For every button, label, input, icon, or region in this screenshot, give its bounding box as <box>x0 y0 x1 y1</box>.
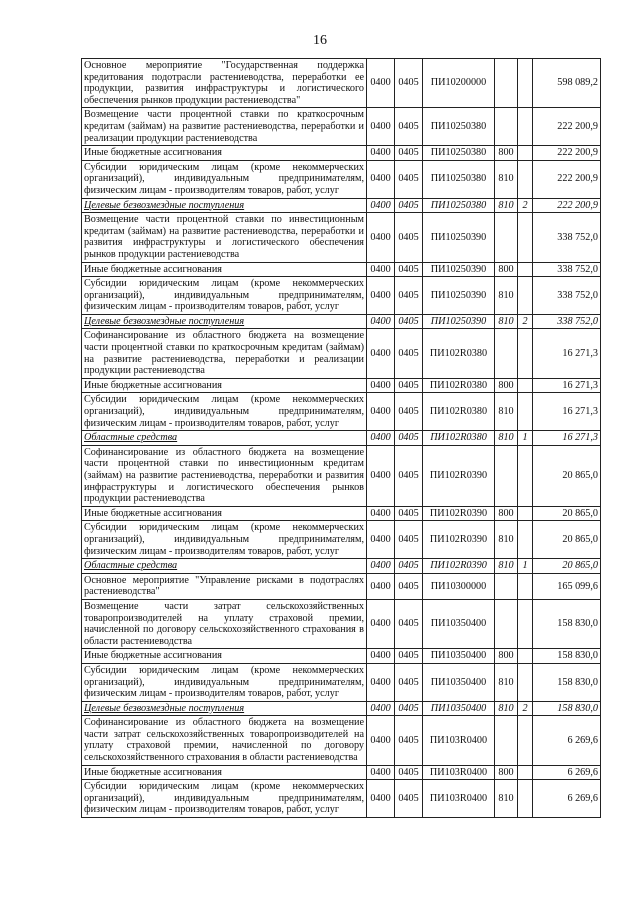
subsection-code: 0405 <box>395 393 423 431</box>
row-description: Иные бюджетные ассигнования <box>82 506 367 521</box>
funding-source-code <box>518 506 533 521</box>
row-description-cell <box>82 198 367 213</box>
amount-value: 16 271,3 <box>533 431 601 446</box>
section-code: 0400 <box>367 765 395 780</box>
row-description: Иные бюджетные ассигнования <box>82 649 367 664</box>
funding-source-code <box>518 780 533 818</box>
expense-type-code: 810 <box>495 663 518 701</box>
target-article-code: ПИ103R0400 <box>423 716 495 765</box>
amount-value: 165 099,6 <box>533 573 601 599</box>
amount-value: 20 865,0 <box>533 445 601 506</box>
section-code: 0400 <box>367 378 395 393</box>
row-description: Субсидии юридическим лицам (кроме некоммерческих организаций), индивидуальным предпринимателям, физическим лицам - производителям товаров, работ, услуг <box>82 393 367 431</box>
row-description: Целевые безвозмездные поступления <box>84 199 245 211</box>
row-description: Основное мероприятие "Государственная поддержка кредитования подотрасли растениеводства, переработки ее продукции, развития инфраструктуры и логистического обеспечения рынков продукции растениеводства" <box>82 59 367 108</box>
section-code: 0400 <box>367 445 395 506</box>
page-number: 16 <box>313 33 327 48</box>
expense-type-code: 800 <box>495 262 518 277</box>
target-article-code: ПИ10200000 <box>423 59 495 108</box>
amount-value: 222 200,9 <box>533 146 601 161</box>
section-code: 0400 <box>367 649 395 664</box>
table-row <box>82 649 601 664</box>
expense-type-code <box>495 599 518 648</box>
subsection-code: 0405 <box>395 573 423 599</box>
amount-value: 158 830,0 <box>533 599 601 648</box>
subsection-code: 0405 <box>395 780 423 818</box>
amount-value: 338 752,0 <box>533 314 601 329</box>
row-description: Субсидии юридическим лицам (кроме некоммерческих организаций), индивидуальным предпринимателям, физическим лицам - производителям товаров, работ, услуг <box>82 521 367 559</box>
funding-source-code <box>518 59 533 108</box>
funding-source-code <box>518 146 533 161</box>
row-description: Возмещение части процентной ставки по инвестиционным кредитам (займам) на развитие растениеводства, переработки и развития инфраструктуры и логистического обеспечения рынков продукции растениеводства <box>82 213 367 262</box>
expense-type-code: 810 <box>495 198 518 213</box>
table-row <box>82 701 601 716</box>
subsection-code: 0405 <box>395 213 423 262</box>
amount-value: 158 830,0 <box>533 649 601 664</box>
table-row <box>82 262 601 277</box>
target-article-code: ПИ10350400 <box>423 649 495 664</box>
amount-value: 338 752,0 <box>533 277 601 315</box>
target-article-code: ПИ10250380 <box>423 146 495 161</box>
expense-type-code <box>495 573 518 599</box>
subsection-code: 0405 <box>395 314 423 329</box>
funding-source-code: 1 <box>518 559 533 574</box>
funding-source-code: 2 <box>518 314 533 329</box>
target-article-code: ПИ102R0390 <box>423 521 495 559</box>
subsection-code: 0405 <box>395 559 423 574</box>
funding-source-code <box>518 329 533 378</box>
row-description: Возмещение части процентной ставки по краткосрочным кредитам (займам) на развитие растениеводства, переработки и реализации продукции растениеводства <box>82 108 367 146</box>
section-code: 0400 <box>367 559 395 574</box>
row-description: Иные бюджетные ассигнования <box>82 146 367 161</box>
row-description: Иные бюджетные ассигнования <box>82 378 367 393</box>
target-article-code: ПИ10250390 <box>423 277 495 315</box>
subsection-code: 0405 <box>395 59 423 108</box>
subsection-code: 0405 <box>395 716 423 765</box>
section-code: 0400 <box>367 59 395 108</box>
target-article-code: ПИ102R0380 <box>423 329 495 378</box>
subsection-code: 0405 <box>395 160 423 198</box>
row-description: Субсидии юридическим лицам (кроме некоммерческих организаций), индивидуальным предпринимателям, физическим лицам - производителям товаров, работ, услуг <box>82 160 367 198</box>
target-article-code: ПИ10350400 <box>423 701 495 716</box>
funding-source-code <box>518 378 533 393</box>
target-article-code: ПИ10250390 <box>423 314 495 329</box>
subsection-code: 0405 <box>395 108 423 146</box>
table-row <box>82 146 601 161</box>
section-code: 0400 <box>367 506 395 521</box>
expense-type-code: 810 <box>495 701 518 716</box>
funding-source-code <box>518 445 533 506</box>
section-code: 0400 <box>367 599 395 648</box>
funding-source-code <box>518 262 533 277</box>
target-article-code: ПИ10250390 <box>423 213 495 262</box>
section-code: 0400 <box>367 573 395 599</box>
table-row <box>82 198 601 213</box>
target-article-code: ПИ102R0380 <box>423 431 495 446</box>
target-article-code: ПИ102R0390 <box>423 559 495 574</box>
amount-value: 20 865,0 <box>533 506 601 521</box>
target-article-code: ПИ102R0390 <box>423 506 495 521</box>
table-row <box>82 445 601 506</box>
table-row <box>82 521 601 559</box>
amount-value: 16 271,3 <box>533 378 601 393</box>
section-code: 0400 <box>367 663 395 701</box>
section-code: 0400 <box>367 108 395 146</box>
funding-source-code <box>518 521 533 559</box>
expense-type-code: 810 <box>495 277 518 315</box>
funding-source-code <box>518 649 533 664</box>
table-row <box>82 716 601 765</box>
amount-value: 222 200,9 <box>533 108 601 146</box>
budget-table <box>81 58 601 818</box>
funding-source-code: 2 <box>518 701 533 716</box>
subsection-code: 0405 <box>395 521 423 559</box>
expense-type-code: 810 <box>495 393 518 431</box>
expense-type-code: 810 <box>495 160 518 198</box>
amount-value: 158 830,0 <box>533 663 601 701</box>
table-row <box>82 559 601 574</box>
row-description: Возмещение части затрат сельскохозяйственных товаропроизводителей на уплату страховой премии, начисленной по договору сельскохозяйственного страхования в области растениеводства <box>82 599 367 648</box>
row-description: Софинансирование из областного бюджета на возмещение части процентной ставки по инвестиционным кредитам (займам) на развитие растениеводства, переработки и развития инфраструктуры и логистического обеспечения рынков продукции растениеводства <box>82 445 367 506</box>
expense-type-code <box>495 213 518 262</box>
section-code: 0400 <box>367 716 395 765</box>
target-article-code: ПИ102R0380 <box>423 378 495 393</box>
table-row <box>82 599 601 648</box>
amount-value: 338 752,0 <box>533 213 601 262</box>
section-code: 0400 <box>367 521 395 559</box>
funding-source-code: 2 <box>518 198 533 213</box>
amount-value: 598 089,2 <box>533 59 601 108</box>
funding-source-code <box>518 663 533 701</box>
table-row <box>82 314 601 329</box>
table-row <box>82 59 601 108</box>
subsection-code: 0405 <box>395 378 423 393</box>
row-description: Областные средства <box>84 560 178 572</box>
expense-type-code: 810 <box>495 431 518 446</box>
expense-type-code: 800 <box>495 765 518 780</box>
expense-type-code <box>495 329 518 378</box>
row-description: Основное мероприятие "Управление рисками в подотраслях растениеводства" <box>82 573 367 599</box>
row-description: Иные бюджетные ассигнования <box>82 765 367 780</box>
table-row <box>82 393 601 431</box>
expense-type-code <box>495 108 518 146</box>
table-row <box>82 213 601 262</box>
table-row <box>82 431 601 446</box>
row-description-cell <box>82 431 367 446</box>
amount-value: 20 865,0 <box>533 521 601 559</box>
funding-source-code <box>518 160 533 198</box>
subsection-code: 0405 <box>395 262 423 277</box>
row-description-cell <box>82 559 367 574</box>
expense-type-code <box>495 445 518 506</box>
row-description: Субсидии юридическим лицам (кроме некоммерческих организаций), индивидуальным предпринимателям, физическим лицам - производителям товаров, работ, услуг <box>82 780 367 818</box>
section-code: 0400 <box>367 213 395 262</box>
row-description-cell <box>82 701 367 716</box>
section-code: 0400 <box>367 262 395 277</box>
target-article-code: ПИ10250380 <box>423 108 495 146</box>
target-article-code: ПИ10350400 <box>423 599 495 648</box>
subsection-code: 0405 <box>395 599 423 648</box>
row-description: Софинансирование из областного бюджета на возмещение части процентной ставки по краткосрочным кредитам (займам) на развитие растениеводства, переработки и реализации продукции растениеводства <box>82 329 367 378</box>
target-article-code: ПИ10250380 <box>423 198 495 213</box>
row-description: Субсидии юридическим лицам (кроме некоммерческих организаций), индивидуальным предпринимателям, физическим лицам - производителям товаров, работ, услуг <box>82 277 367 315</box>
target-article-code: ПИ10250380 <box>423 160 495 198</box>
target-article-code: ПИ102R0380 <box>423 393 495 431</box>
row-description: Субсидии юридическим лицам (кроме некоммерческих организаций), индивидуальным предпринимателям, физическим лицам - производителям товаров, работ, услуг <box>82 663 367 701</box>
subsection-code: 0405 <box>395 506 423 521</box>
amount-value: 222 200,9 <box>533 198 601 213</box>
table-row <box>82 765 601 780</box>
funding-source-code <box>518 765 533 780</box>
funding-source-code <box>518 599 533 648</box>
section-code: 0400 <box>367 431 395 446</box>
table-body <box>82 59 601 818</box>
section-code: 0400 <box>367 701 395 716</box>
funding-source-code <box>518 573 533 599</box>
table-row <box>82 329 601 378</box>
expense-type-code: 810 <box>495 559 518 574</box>
target-article-code: ПИ10250390 <box>423 262 495 277</box>
subsection-code: 0405 <box>395 765 423 780</box>
target-article-code: ПИ103R0400 <box>423 780 495 818</box>
amount-value: 6 269,6 <box>533 765 601 780</box>
target-article-code: ПИ103R0400 <box>423 765 495 780</box>
section-code: 0400 <box>367 277 395 315</box>
expense-type-code <box>495 716 518 765</box>
amount-value: 158 830,0 <box>533 701 601 716</box>
amount-value: 6 269,6 <box>533 716 601 765</box>
row-description: Целевые безвозмездные поступления <box>84 702 245 714</box>
expense-type-code: 800 <box>495 649 518 664</box>
expense-type-code: 800 <box>495 378 518 393</box>
amount-value: 16 271,3 <box>533 329 601 378</box>
table-row <box>82 573 601 599</box>
table-row <box>82 160 601 198</box>
funding-source-code <box>518 716 533 765</box>
amount-value: 6 269,6 <box>533 780 601 818</box>
table-row <box>82 108 601 146</box>
subsection-code: 0405 <box>395 198 423 213</box>
section-code: 0400 <box>367 314 395 329</box>
subsection-code: 0405 <box>395 649 423 664</box>
expense-type-code: 810 <box>495 780 518 818</box>
subsection-code: 0405 <box>395 431 423 446</box>
subsection-code: 0405 <box>395 663 423 701</box>
amount-value: 16 271,3 <box>533 393 601 431</box>
table-row <box>82 277 601 315</box>
amount-value: 20 865,0 <box>533 559 601 574</box>
subsection-code: 0405 <box>395 701 423 716</box>
section-code: 0400 <box>367 146 395 161</box>
section-code: 0400 <box>367 780 395 818</box>
expense-type-code <box>495 59 518 108</box>
amount-value: 338 752,0 <box>533 262 601 277</box>
funding-source-code <box>518 393 533 431</box>
target-article-code: ПИ10350400 <box>423 663 495 701</box>
table-row <box>82 663 601 701</box>
funding-source-code <box>518 213 533 262</box>
subsection-code: 0405 <box>395 146 423 161</box>
section-code: 0400 <box>367 160 395 198</box>
row-description: Областные средства <box>84 432 178 444</box>
target-article-code: ПИ10300000 <box>423 573 495 599</box>
row-description: Целевые безвозмездные поступления <box>84 315 245 327</box>
subsection-code: 0405 <box>395 329 423 378</box>
table-row <box>82 780 601 818</box>
expense-type-code: 800 <box>495 146 518 161</box>
section-code: 0400 <box>367 329 395 378</box>
expense-type-code: 800 <box>495 506 518 521</box>
funding-source-code <box>518 277 533 315</box>
section-code: 0400 <box>367 393 395 431</box>
row-description: Софинансирование из областного бюджета на возмещение части затрат сельскохозяйственных товаропроизводителей на уплату страховой премии, начисленной по договору сельскохозяйственного страхования в области растениеводства <box>82 716 367 765</box>
row-description: Иные бюджетные ассигнования <box>82 262 367 277</box>
section-code: 0400 <box>367 198 395 213</box>
subsection-code: 0405 <box>395 445 423 506</box>
subsection-code: 0405 <box>395 277 423 315</box>
row-description-cell <box>82 314 367 329</box>
expense-type-code: 810 <box>495 314 518 329</box>
expense-type-code: 810 <box>495 521 518 559</box>
amount-value: 222 200,9 <box>533 160 601 198</box>
table-row <box>82 378 601 393</box>
target-article-code: ПИ102R0390 <box>423 445 495 506</box>
table-row <box>82 506 601 521</box>
funding-source-code: 1 <box>518 431 533 446</box>
funding-source-code <box>518 108 533 146</box>
